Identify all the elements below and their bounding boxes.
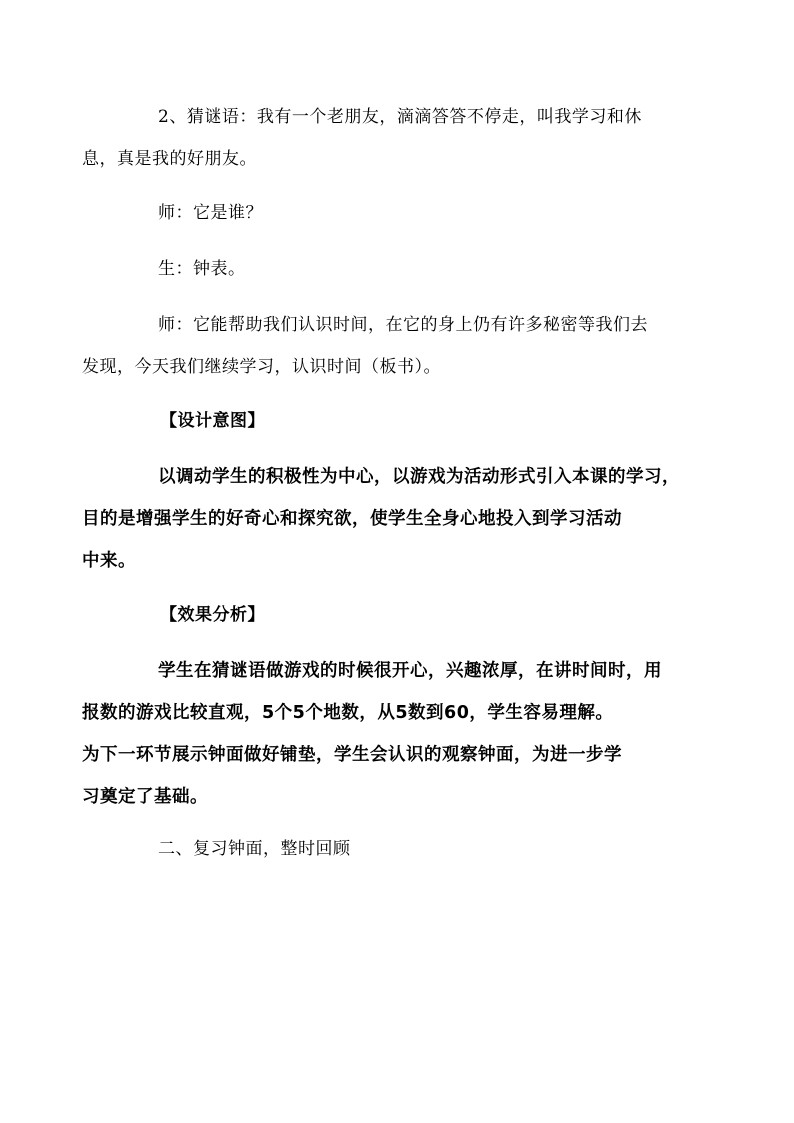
student-answer-paragraph <box>120 248 685 290</box>
text-line: 生：钟表。 <box>158 259 246 279</box>
riddle-paragraph <box>82 96 685 180</box>
effect-analysis-heading <box>120 594 685 636</box>
teacher-intro-paragraph <box>82 304 685 388</box>
text-line: 师：它是谁？ <box>158 203 263 223</box>
effect-analysis-paragraph <box>82 650 685 818</box>
design-intent-paragraph <box>82 456 685 582</box>
text-line: 学生在猜谜语做游戏的时候很开心，兴趣浓厚，在讲时间时，用 <box>158 661 662 681</box>
text-line: 报数的游戏比较直观，5个5个地数，从5数到60，学生容易理解。 <box>82 703 614 723</box>
design-intent-heading <box>120 400 685 442</box>
text-line: 息，真是我的好朋友。 <box>82 149 257 169</box>
text-line: 目的是增强学生的好奇心和探究欲，使学生全身心地投入到学习活动 <box>82 509 622 529</box>
text-line: 中来。 <box>82 551 136 571</box>
text-line: 习奠定了基础。 <box>82 787 208 807</box>
teacher-question-paragraph <box>120 192 685 234</box>
text-line: 二、复习钟面，整时回顾 <box>158 839 351 859</box>
review-section-heading <box>120 828 685 870</box>
text-line: 以调动学生的积极性为中心，以游戏为活动形式引入本课的学习， <box>158 467 680 487</box>
text-line: 发现，今天我们继续学习，认识时间（板书）。 <box>82 357 441 377</box>
text-line: 师：它能帮助我们认识时间，在它的身上仍有许多秘密等我们去 <box>158 315 648 335</box>
section-heading: 【设计意图】 <box>160 411 265 431</box>
text-line: 2、猜谜语：我有一个老朋友，滴滴答答不停走，叫我学习和休 <box>158 107 642 127</box>
text-line: 为下一环节展示钟面做好铺垫，学生会认识的观察钟面，为进一步学 <box>82 745 622 765</box>
section-heading: 【效果分析】 <box>160 605 265 625</box>
